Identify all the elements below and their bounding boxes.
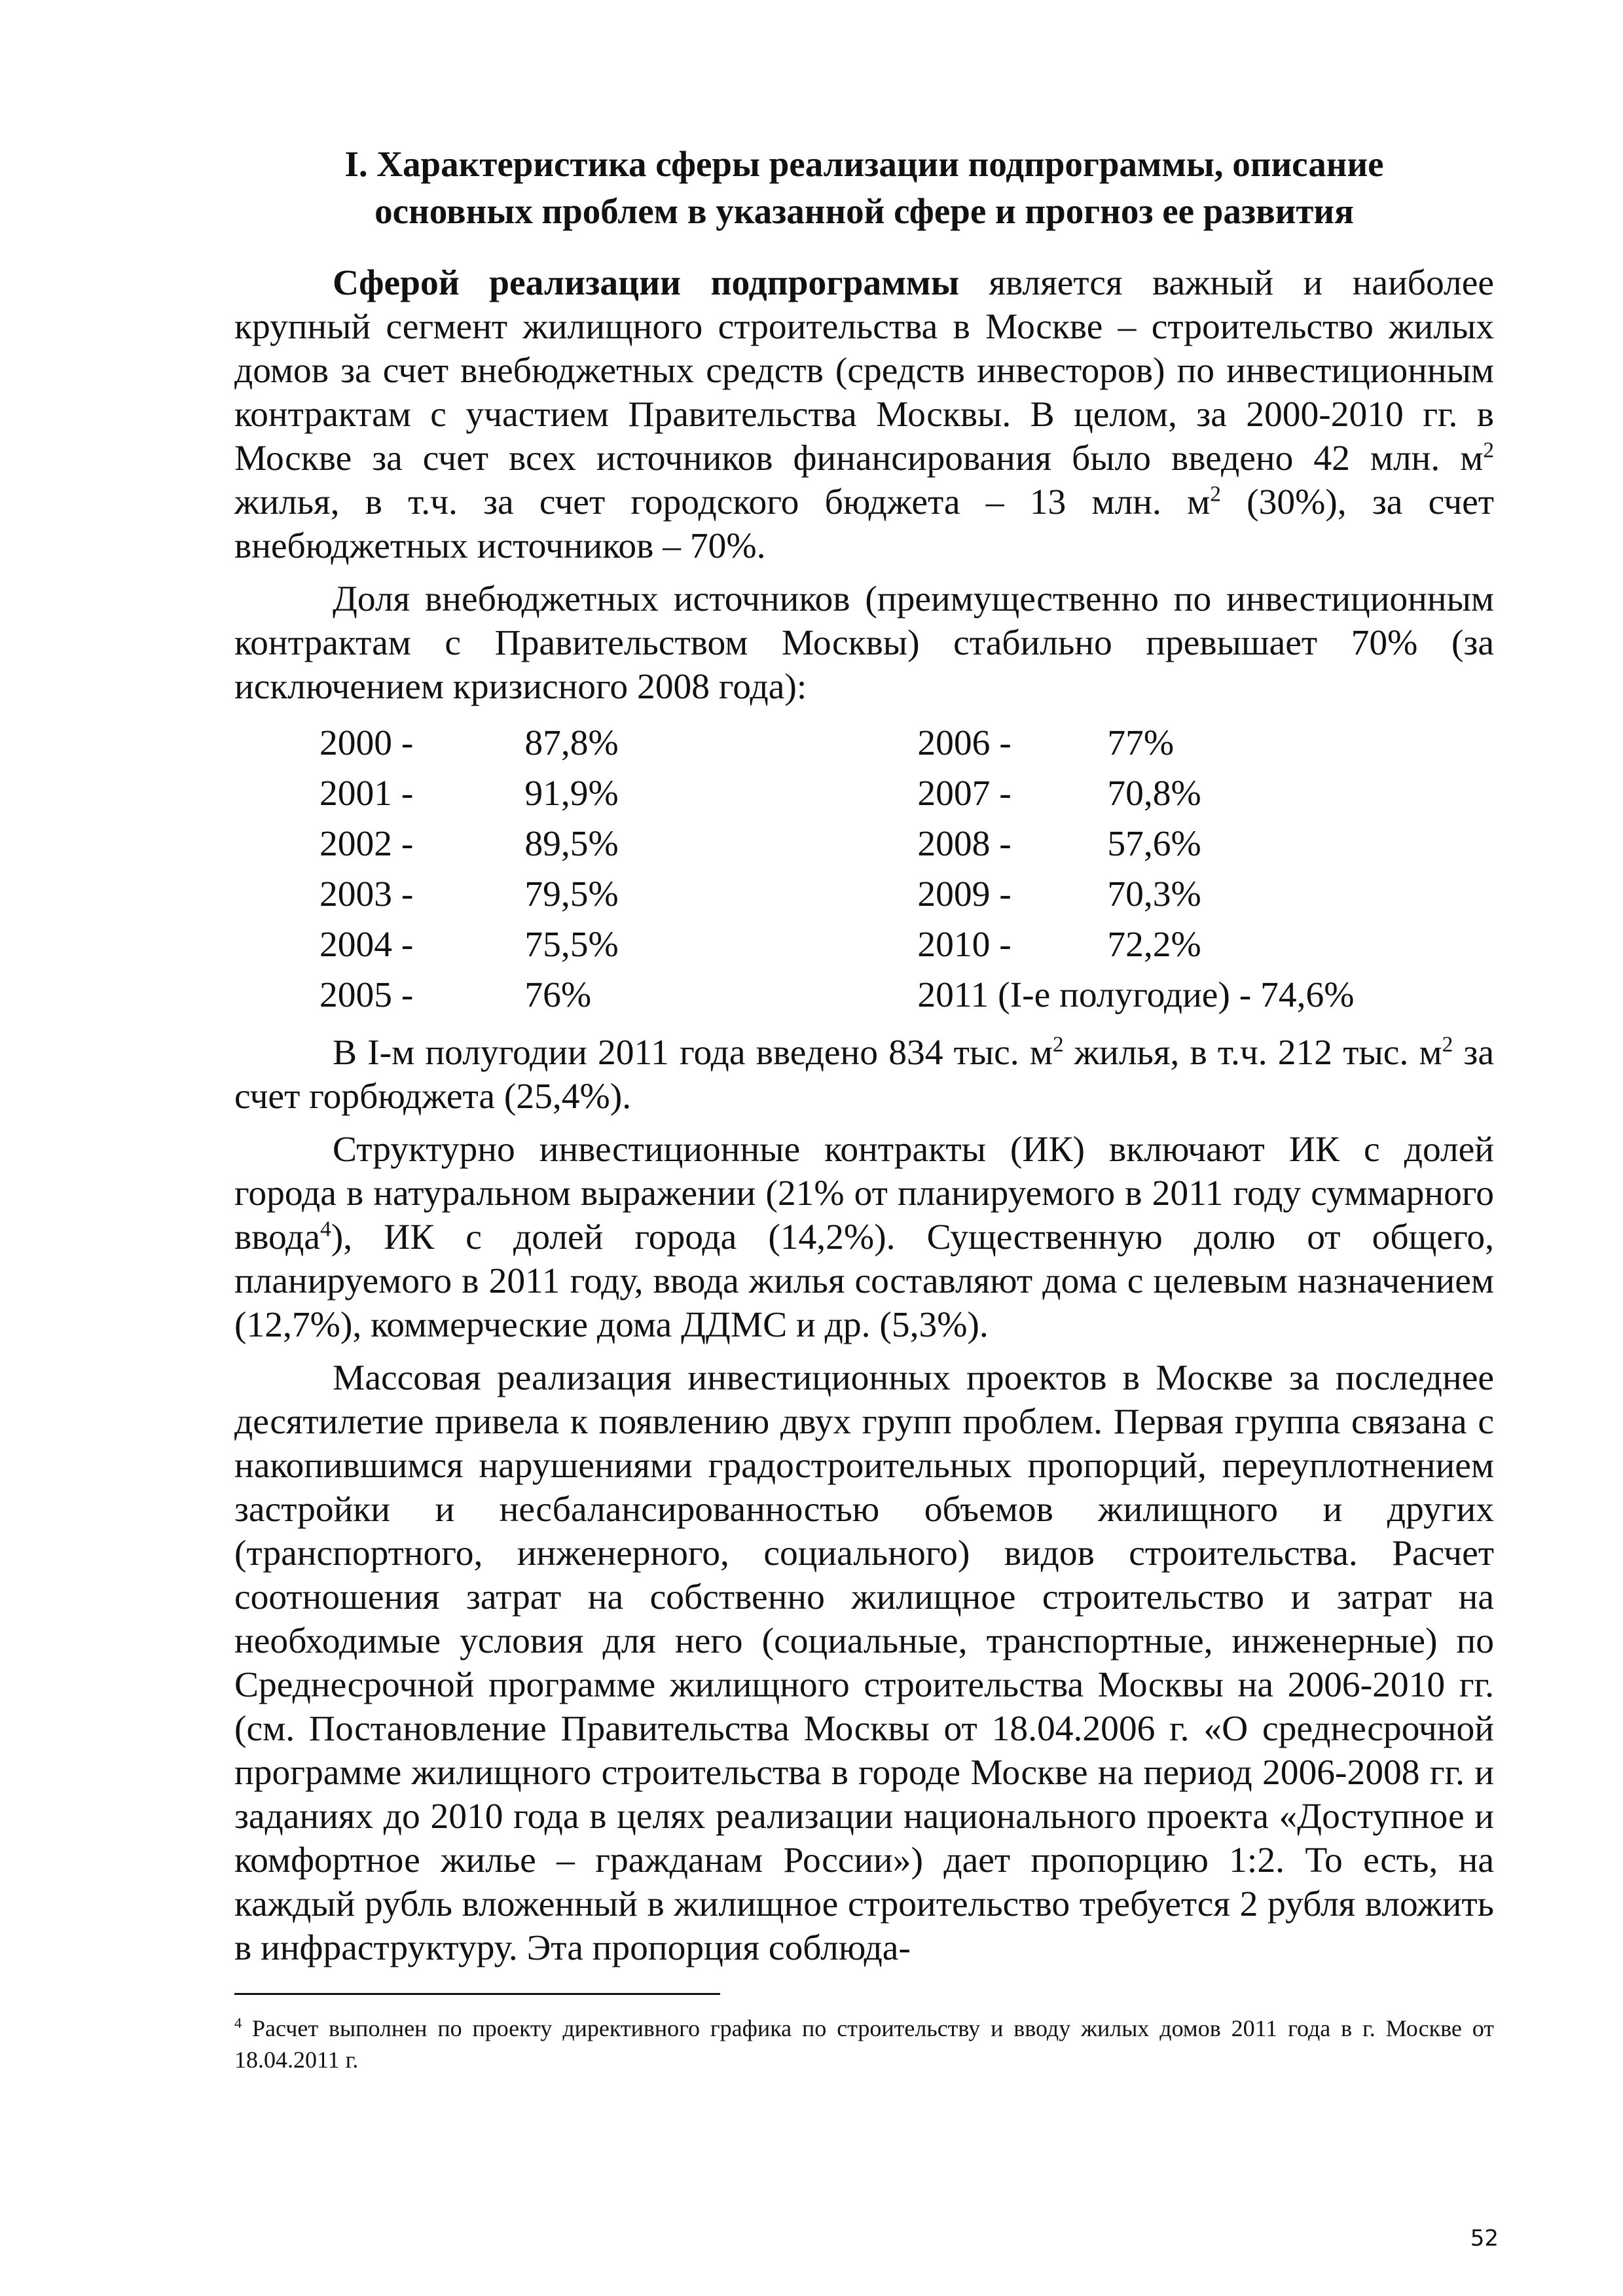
year-left: 2002 -	[319, 824, 414, 864]
value-left: 91,9%	[524, 774, 619, 814]
footnote-marker: 4	[234, 2015, 242, 2031]
footnote	[234, 2013, 1494, 2075]
page-number: 52	[1470, 2225, 1499, 2251]
table-row	[234, 819, 1494, 869]
superscript: 2	[1210, 482, 1221, 507]
paragraph-4-text-a: Структурно инвестиционные контракты (ИК) включают ИК с долей города в натуральном выражении (21% от планируемого в 2011 году суммарного ввода	[234, 1130, 1494, 1257]
superscript: 2	[1053, 1032, 1064, 1057]
year-right: 2007 -	[917, 774, 1012, 814]
table-row	[234, 768, 1494, 819]
superscript: 2	[1442, 1032, 1453, 1057]
table-row	[234, 920, 1494, 970]
heading-line-2: основных проблем в указанной сфере и прогноз ее развития	[374, 191, 1354, 231]
table-row	[234, 869, 1494, 920]
paragraph-5: Массовая реализация инвестиционных проектов в Москве за последнее десятилетие привела к появлению двух групп проблем. Первая группа связана с накопившимся нарушениями градостроительных пропорций, переуплотнением застройки и несбалансированностью объемов жилищного и других (транспортного, инженерного, социального) видов строительства. Расчет соотношения затрат на собственно жилищное строительство и затрат на необходимые условия для него (социальные, транспортные, инженерные) по Среднесрочной программе жилищного строительства Москвы на 2006-2010 гг. (см. Постановление Правительства Москвы от 18.04.2006 г. «О среднесрочной программе жилищного строительства в городе Москве на период 2006-2008 гг. и заданиях до 2010 года в целях реализации национального проекта «Доступное и комфортное жилье – гражданам России») дает пропорцию 1:2. То есть, на каждый рубль вложенный в жилищное строительство требуется 2 рубля вложить в инфраструктуру. Эта пропорция соблюда-	[234, 1358, 1494, 1968]
year-right: 2009 -	[917, 874, 1012, 914]
year-left: 2000 -	[319, 723, 414, 763]
body-text	[234, 261, 1494, 1970]
footnote-reference[interactable]: 4	[320, 1217, 331, 1242]
paragraph-3-text-b: жилья, в т.ч. 212 тыс. м	[1063, 1033, 1442, 1073]
year-left: 2004 -	[319, 925, 414, 965]
value-right: 70,3%	[1107, 874, 1201, 914]
paragraph-1-text-b: жилья, в т.ч. за счет городского бюджета – 13 млн. м	[234, 482, 1211, 522]
year-left: 2001 -	[319, 774, 414, 814]
superscript: 2	[1483, 438, 1494, 463]
value-left: 89,5%	[524, 824, 619, 864]
paragraph-1-bold: Сферой реализации подпрограммы	[333, 263, 960, 303]
value-right-full: 2011 (I-е полугодие) - 74,6%	[917, 975, 1355, 1015]
value-left: 87,8%	[524, 723, 619, 763]
heading-line-1: I. Характеристика сферы реализации подпрограммы, описание	[344, 144, 1384, 184]
paragraph-3	[234, 1031, 1494, 1119]
section-heading	[234, 141, 1494, 235]
share-table	[234, 718, 1494, 1020]
year-right: 2008 -	[917, 824, 1012, 864]
year-right: 2010 -	[917, 925, 1012, 965]
value-right: 77%	[1107, 723, 1175, 763]
value-left: 76%	[524, 975, 592, 1015]
paragraph-2: Доля внебюджетных источников (преимущественно по инвестиционным контрактам с Правительством Москвы) стабильно превышает 70% (за исключением кризисного 2008 года):	[234, 579, 1494, 707]
value-left: 79,5%	[524, 874, 619, 914]
paragraph-3-text-c: за счет горбюджета (25,4%).	[234, 1033, 1494, 1117]
page-content	[234, 141, 1494, 1979]
table-row	[234, 970, 1494, 1020]
footnote-divider	[234, 1993, 720, 1995]
table-row	[234, 718, 1494, 768]
paragraph-1-text-a: является важный и наиболее крупный сегмент жилищного строительства в Москве – строительство жилых домов за счет внебюджетных средств (средств инвесторов) по инвестиционным контрактам с участием Правительства Москвы. В целом, за 2000-2010 гг. в Москве за счет всех источников финансирования было введено 42 млн. м	[234, 263, 1494, 478]
paragraph-1	[234, 261, 1494, 568]
value-right: 70,8%	[1107, 774, 1201, 814]
year-right: 2006 -	[917, 723, 1012, 763]
paragraph-1-text-c: (30%), за счет внебюджетных источников – 70%.	[234, 482, 1494, 566]
value-right: 72,2%	[1107, 925, 1201, 965]
paragraph-3-text-a: В I-м полугодии 2011 года введено 834 тыс. м	[333, 1033, 1053, 1073]
year-left: 2003 -	[319, 874, 414, 914]
footnote-text: Расчет выполнен по проекту директивного графика по строительству и вводу жилых домов 2011 года в г. Москве от 18.04.2011 г.	[234, 2015, 1494, 2073]
value-right: 57,6%	[1107, 824, 1201, 864]
paragraph-4	[234, 1128, 1494, 1347]
paragraph-4-text-b: ), ИК с долей города (14,2%). Существенную долю от общего, планируемого в 2011 году, ввода жилья составляют дома с целевым назначением (12,7%), коммерческие дома ДДМС и др. (5,3%).	[234, 1217, 1494, 1345]
value-left: 75,5%	[524, 925, 619, 965]
year-left: 2005 -	[319, 975, 414, 1015]
